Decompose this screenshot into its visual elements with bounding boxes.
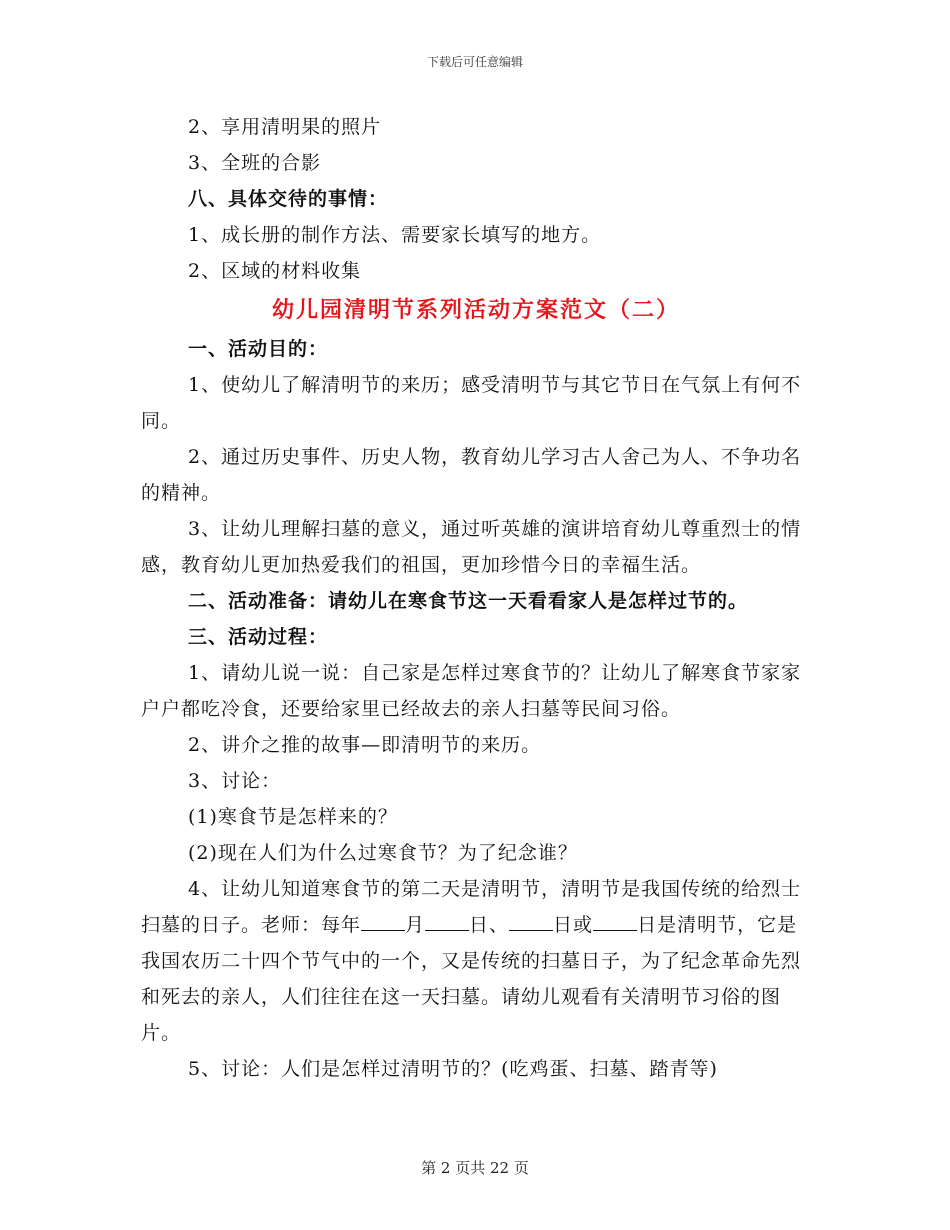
list-item: 3、全班的合影 (188, 152, 322, 174)
list-item: 5、讨论：人们是怎样过清明节的？(吃鸡蛋、扫墓、踏青等) (188, 1058, 718, 1080)
list-item: 2、享用清明果的照片 (188, 116, 382, 138)
sub-item: (1)寒食节是怎样来的？ (188, 806, 398, 828)
section-heading: 一、活动目的： (188, 338, 329, 360)
list-item: 1、成长册的制作方法、需要家长填写的地方。 (188, 224, 602, 246)
document-title: 幼儿园清明节系列活动方案范文（二） (271, 297, 680, 323)
item4-text-d: 日或 (553, 914, 594, 936)
list-item: 2、通过历史事件、历史人物，教育幼儿学习古人舍己为人、不争功名的精神。 (141, 446, 802, 504)
item4-text-a: 4、让幼儿知道寒食节的第二天是清明节，清明节是我国传统的给烈士扫墓的日子。老师：每年 (141, 878, 802, 936)
list-item: 1、请幼儿说一说：自己家是怎样过寒食节的？让幼儿了解寒食节家家户户都吃冷食，还要给家里已经故去的亲人扫墓等民间习俗。 (141, 662, 802, 720)
list-item: 2、区域的材料收集 (188, 260, 362, 282)
list-item-4 (141, 871, 811, 1051)
list-item: 3、让幼儿理解扫墓的意义，通过听英雄的演讲培育幼儿尊重烈士的情感，教育幼儿更加热爱我们的祖国，更加珍惜今日的幸福生活。 (141, 518, 802, 576)
fill-blank (509, 908, 553, 931)
list-item: 2、讲介之推的故事—即清明节的来历。 (188, 734, 542, 756)
page-header: 下载后可任意编辑 (426, 55, 523, 69)
item4-text-e: 日是清明节，它是我国农历二十四个节气中的一个，又是传统的扫墓日子，为了纪念革命先烈和死去的亲人，人们往往在这一天扫墓。请幼儿观看有关清明节习俗的图片。 (141, 914, 802, 1044)
item4-text-b: 月 (405, 914, 426, 936)
sub-item: (2)现在人们为什么过寒食节？为了纪念谁？ (188, 842, 578, 864)
list-item: 1、使幼儿了解清明节的来历；感受清明节与其它节日在气氛上有何不同。 (141, 374, 802, 432)
fill-blank (361, 908, 405, 931)
fill-blank (425, 908, 469, 931)
list-item: 3、讨论： (188, 770, 282, 792)
section-heading: 二、活动准备：请幼儿在寒食节这一天看看家人是怎样过节的。 (188, 590, 749, 612)
section-heading: 八、具体交待的事情： (188, 188, 389, 210)
item4-text-c: 日、 (469, 914, 510, 936)
section-heading: 三、活动过程： (188, 626, 329, 648)
fill-blank (593, 908, 637, 931)
document-body (141, 109, 811, 1087)
page-footer: 第 2 页共 22 页 (421, 1159, 529, 1177)
